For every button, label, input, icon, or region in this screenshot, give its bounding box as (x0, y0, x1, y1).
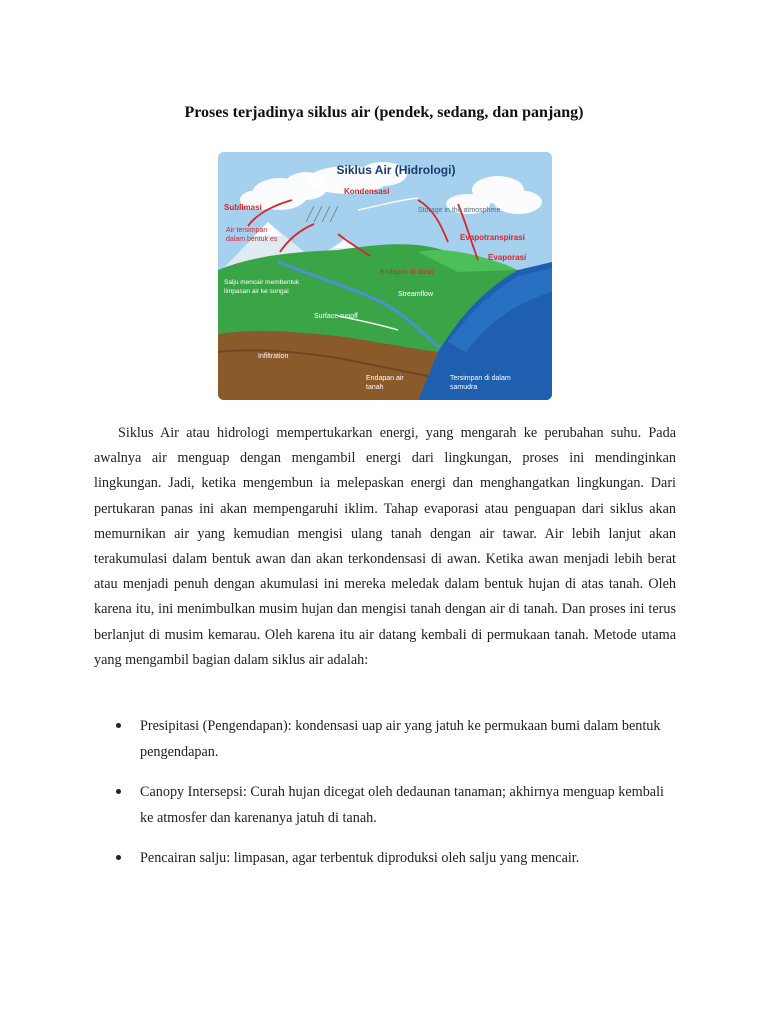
label-air-tersimpan-1: Air tersimpan (226, 227, 268, 234)
list-item (94, 713, 676, 765)
label-tersimpan-samudra-1: Tersimpan di dalam (450, 375, 511, 382)
label-evaporasi: Evaporasi (488, 253, 527, 262)
label-infiltration: Infiltration (258, 353, 289, 360)
list-item-text: Canopy Intersepsi: Curah hujan dicegat oleh dedaunan tanaman; akhirnya menguap kembali ke atmosfer dan karenanya jatuh di tanah. (140, 784, 664, 826)
bullet-icon (116, 723, 121, 728)
label-storage: Storage in the atmosphere (418, 207, 501, 214)
list-item (94, 779, 676, 831)
label-salju-1: Salju mencair membentuk (224, 279, 300, 286)
label-salju-2: limpasan air ke sungai (224, 288, 289, 295)
bullet-icon (116, 789, 121, 794)
body-paragraph: Siklus Air atau hidrologi mempertukarkan energi, yang mengarah ke perubahan suhu. Pada awalnya air menguap dengan mengambil energi dari lingkungan, proses ini mendinginkan lingkungan. Jadi, ketika mengembun ia melepaskan energi dan menghangatkan lingkungan. Dari pertukaran panas ini akan mempengaruhi iklim. Tahap evaporasi atau penguapan dari siklus akan memurnikan air yang kemudian mengisi ulang tanah dengan air tawar. Air lebih lanjut akan terakumulasi dalam bentuk awan dan akan terkondensasi di awan. Ketika awan menjadi lebih berat atau menjadi penuh dengan akumulasi ini mereka meledak dalam bentuk hujan di atas tanah. Oleh karena itu, ini menimbulkan musim hujan dan mengisi tanah dengan air di tanah. Dan proses ini terus berlanjut di musim kemarau. Oleh karena itu air datang kembali di permukaan tanah. Metode utama yang mengambil bagian dalam siklus air adalah: (94, 425, 676, 668)
label-air-tersimpan-2: dalam bentuk es (226, 236, 278, 243)
label-evapotranspirasi: Evapotranspirasi (460, 233, 525, 242)
label-surface-runoff: Surface runoff (314, 313, 358, 320)
page-title: Proses terjadinya siklus air (pendek, sedang, dan panjang) (184, 104, 584, 121)
label-streamflow: Streamflow (398, 291, 434, 298)
list-item-text: Presipitasi (Pengendapan): kondensasi uap air yang jatuh ke permukaan bumi dalam bentuk pengendapan. (140, 718, 661, 760)
label-endapan-tanah-1: Endapan air (366, 375, 404, 382)
label-sublimasi: Sublimasi (224, 203, 262, 212)
diagram-title: Siklus Air (Hidrologi) (336, 163, 456, 177)
list-item (94, 845, 676, 871)
label-endapan-darat: Endapan di darat (380, 269, 434, 276)
bullet-icon (116, 855, 121, 860)
bullet-list (94, 713, 676, 885)
label-tersimpan-samudra-2: samudra (450, 384, 478, 391)
label-kondensasi: Kondensasi (344, 187, 390, 196)
list-item-text: Pencairan salju: limpasan, agar terbentuk diproduksi oleh salju yang mencair. (140, 850, 580, 866)
water-cycle-diagram (218, 152, 552, 400)
label-endapan-tanah-2: tanah (366, 384, 384, 391)
